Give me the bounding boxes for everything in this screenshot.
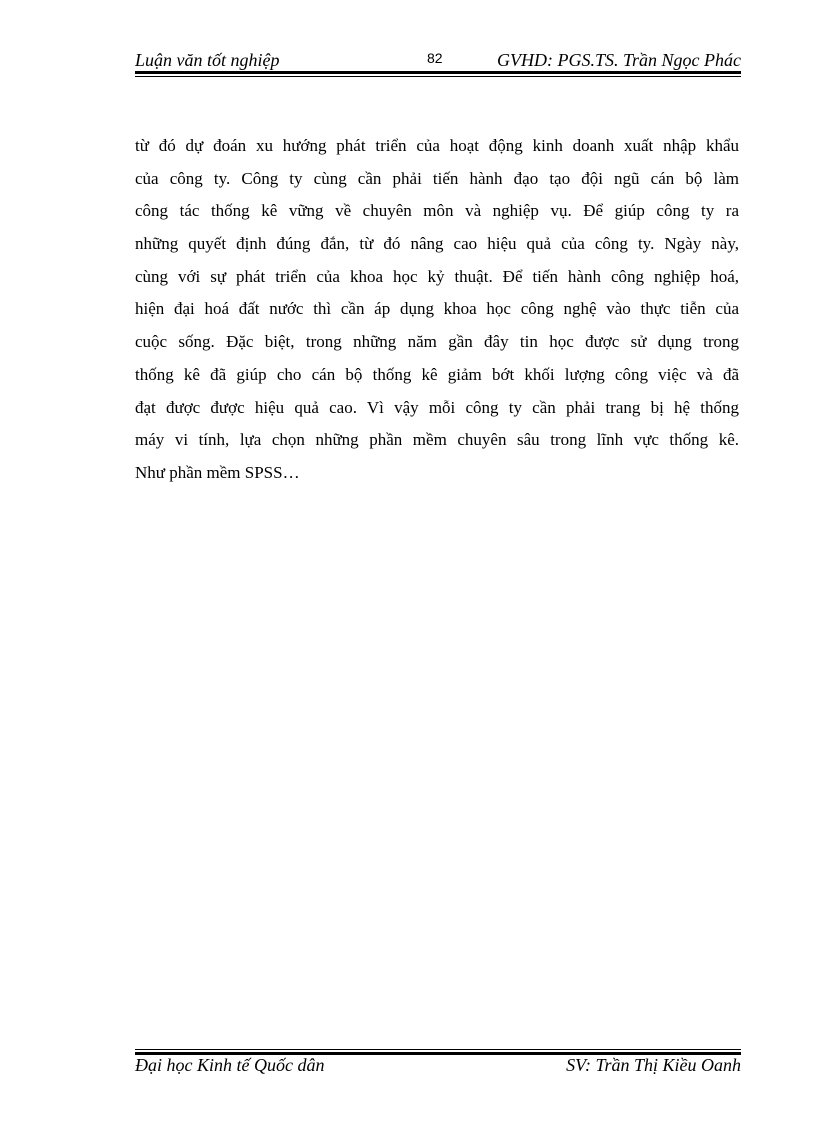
body-line: của công ty. Công ty cùng cần phải tiến hành đạo tạo đội ngũ cán bộ làm: [135, 168, 739, 188]
header-thesis-title: Luận văn tốt nghiệp: [135, 50, 280, 70]
body-paragraph: [135, 130, 739, 490]
header-advisor: GVHD: PGS.TS. Trần Ngọc Phác: [497, 50, 741, 70]
header-rule-thin: [135, 76, 741, 77]
body-line: máy vi tính, lựa chọn những phần mềm chuyên sâu trong lĩnh vực thống kê.: [135, 430, 739, 450]
body-line: công tác thống kê vững về chuyên môn và nghiệp vụ. Để giúp công ty ra: [135, 201, 739, 221]
body-line: cùng với sự phát triển của khoa học kỷ thuật. Để tiến hành công nghiệp hoá,: [135, 266, 739, 286]
body-line: đạt được được hiệu quả cao. Vì vậy mỗi công ty cần phải trang bị hệ thống: [135, 397, 739, 417]
body-line: những quyết định đúng đắn, từ đó nâng cao hiệu quả của công ty. Ngày này,: [135, 234, 739, 254]
body-line: từ đó dự đoán xu hướng phát triển của hoạt động kinh doanh xuất nhập khẩu: [135, 136, 739, 155]
body-line: cuộc sống. Đặc biệt, trong những năm gần đây tin học được sử dụng trong: [135, 332, 739, 352]
footer-rule-thin: [135, 1049, 741, 1050]
body-line: Như phần mềm SPSS…: [135, 462, 300, 482]
body-line: thống kê đã giúp cho cán bộ thống kê giảm bớt khối lượng công việc và đã: [135, 364, 739, 384]
body-line: hiện đại hoá đất nước thì cần áp dụng khoa học công nghệ vào thực tiễn của: [135, 299, 739, 319]
footer-student: SV: Trần Thị Kiều Oanh: [566, 1055, 741, 1075]
page-header: [135, 48, 741, 72]
page-footer: [135, 1053, 741, 1077]
header-rule-thick: [135, 71, 741, 74]
footer-university: Đại học Kinh tế Quốc dân: [135, 1055, 325, 1075]
page-number: 82: [427, 50, 443, 66]
